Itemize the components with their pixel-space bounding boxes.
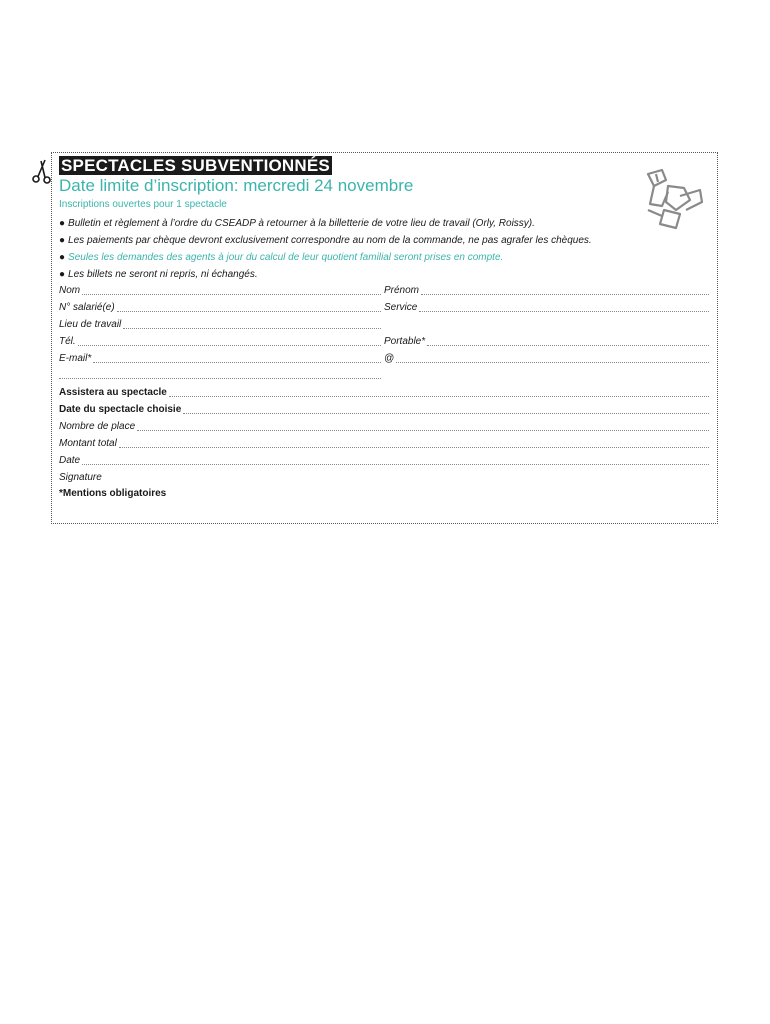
nom-label: Nom (59, 285, 81, 296)
bullet-icon: ● (59, 252, 66, 263)
service-field[interactable] (384, 300, 709, 314)
date-choisie-field[interactable] (59, 402, 709, 416)
montant-field[interactable] (59, 436, 709, 450)
deadline-heading: Date limite d’inscription: mercredi 24 novembre (59, 176, 414, 195)
signature-field[interactable] (59, 470, 259, 484)
portable-label: Portable* (384, 336, 426, 347)
salarie-label: N° salarié(e) (59, 302, 115, 313)
salarie-field[interactable] (59, 300, 381, 314)
date-choisie-label: Date du spectacle choisie (59, 404, 182, 415)
bullet-icon: ● (59, 269, 66, 280)
tel-label: Tél. (59, 336, 76, 347)
prenom-label: Prénom (384, 285, 420, 296)
form-title: SPECTACLES SUBVENTIONNÉS (61, 156, 330, 175)
rules-list (59, 215, 709, 283)
rule-item: ● Seules les demandes des agents à jour du calcul de leur quotient familial seront prises en compte. (59, 252, 504, 263)
email-field[interactable] (59, 351, 381, 365)
subheading: Inscriptions ouvertes pour 1 spectacle (59, 199, 227, 210)
bullet-icon: ● (59, 218, 66, 229)
prenom-field[interactable] (384, 283, 709, 297)
nom-field[interactable] (59, 283, 381, 297)
date-field[interactable] (59, 453, 709, 467)
assistera-label: Assistera au spectacle (59, 387, 167, 398)
signature-label: Signature (59, 472, 102, 483)
date-label: Date (59, 455, 81, 466)
rule-item: ● Les paiements par chèque devront exclusivement correspondre au nom de la commande, ne pas agrafer les chèques. (59, 235, 592, 246)
lieu-field[interactable] (59, 317, 381, 331)
montant-label: Montant total (59, 438, 117, 449)
bullet-icon: ● (59, 235, 66, 246)
lieu-label: Lieu de travail (59, 319, 122, 330)
nombre-label: Nombre de place (59, 421, 136, 432)
cseadp-logo (640, 166, 706, 234)
service-label: Service (384, 302, 418, 313)
rule-item: ● Les billets ne seront ni repris, ni échangés. (59, 269, 258, 280)
assistera-field[interactable] (59, 385, 709, 399)
email-label: E-mail* (59, 353, 92, 364)
tel-field[interactable] (59, 334, 381, 348)
nombre-field[interactable] (59, 419, 709, 433)
email-domain-field[interactable] (384, 351, 709, 365)
at-label: @ (384, 353, 395, 364)
rule-item: ● Bulletin et règlement à l’ordre du CSEADP à retourner à la billetterie de votre lieu de travail (Orly, Roissy). (59, 218, 535, 229)
mandatory-note: *Mentions obligatoires (59, 488, 167, 499)
portable-field[interactable] (384, 334, 709, 348)
email-extra-line[interactable] (59, 378, 381, 379)
